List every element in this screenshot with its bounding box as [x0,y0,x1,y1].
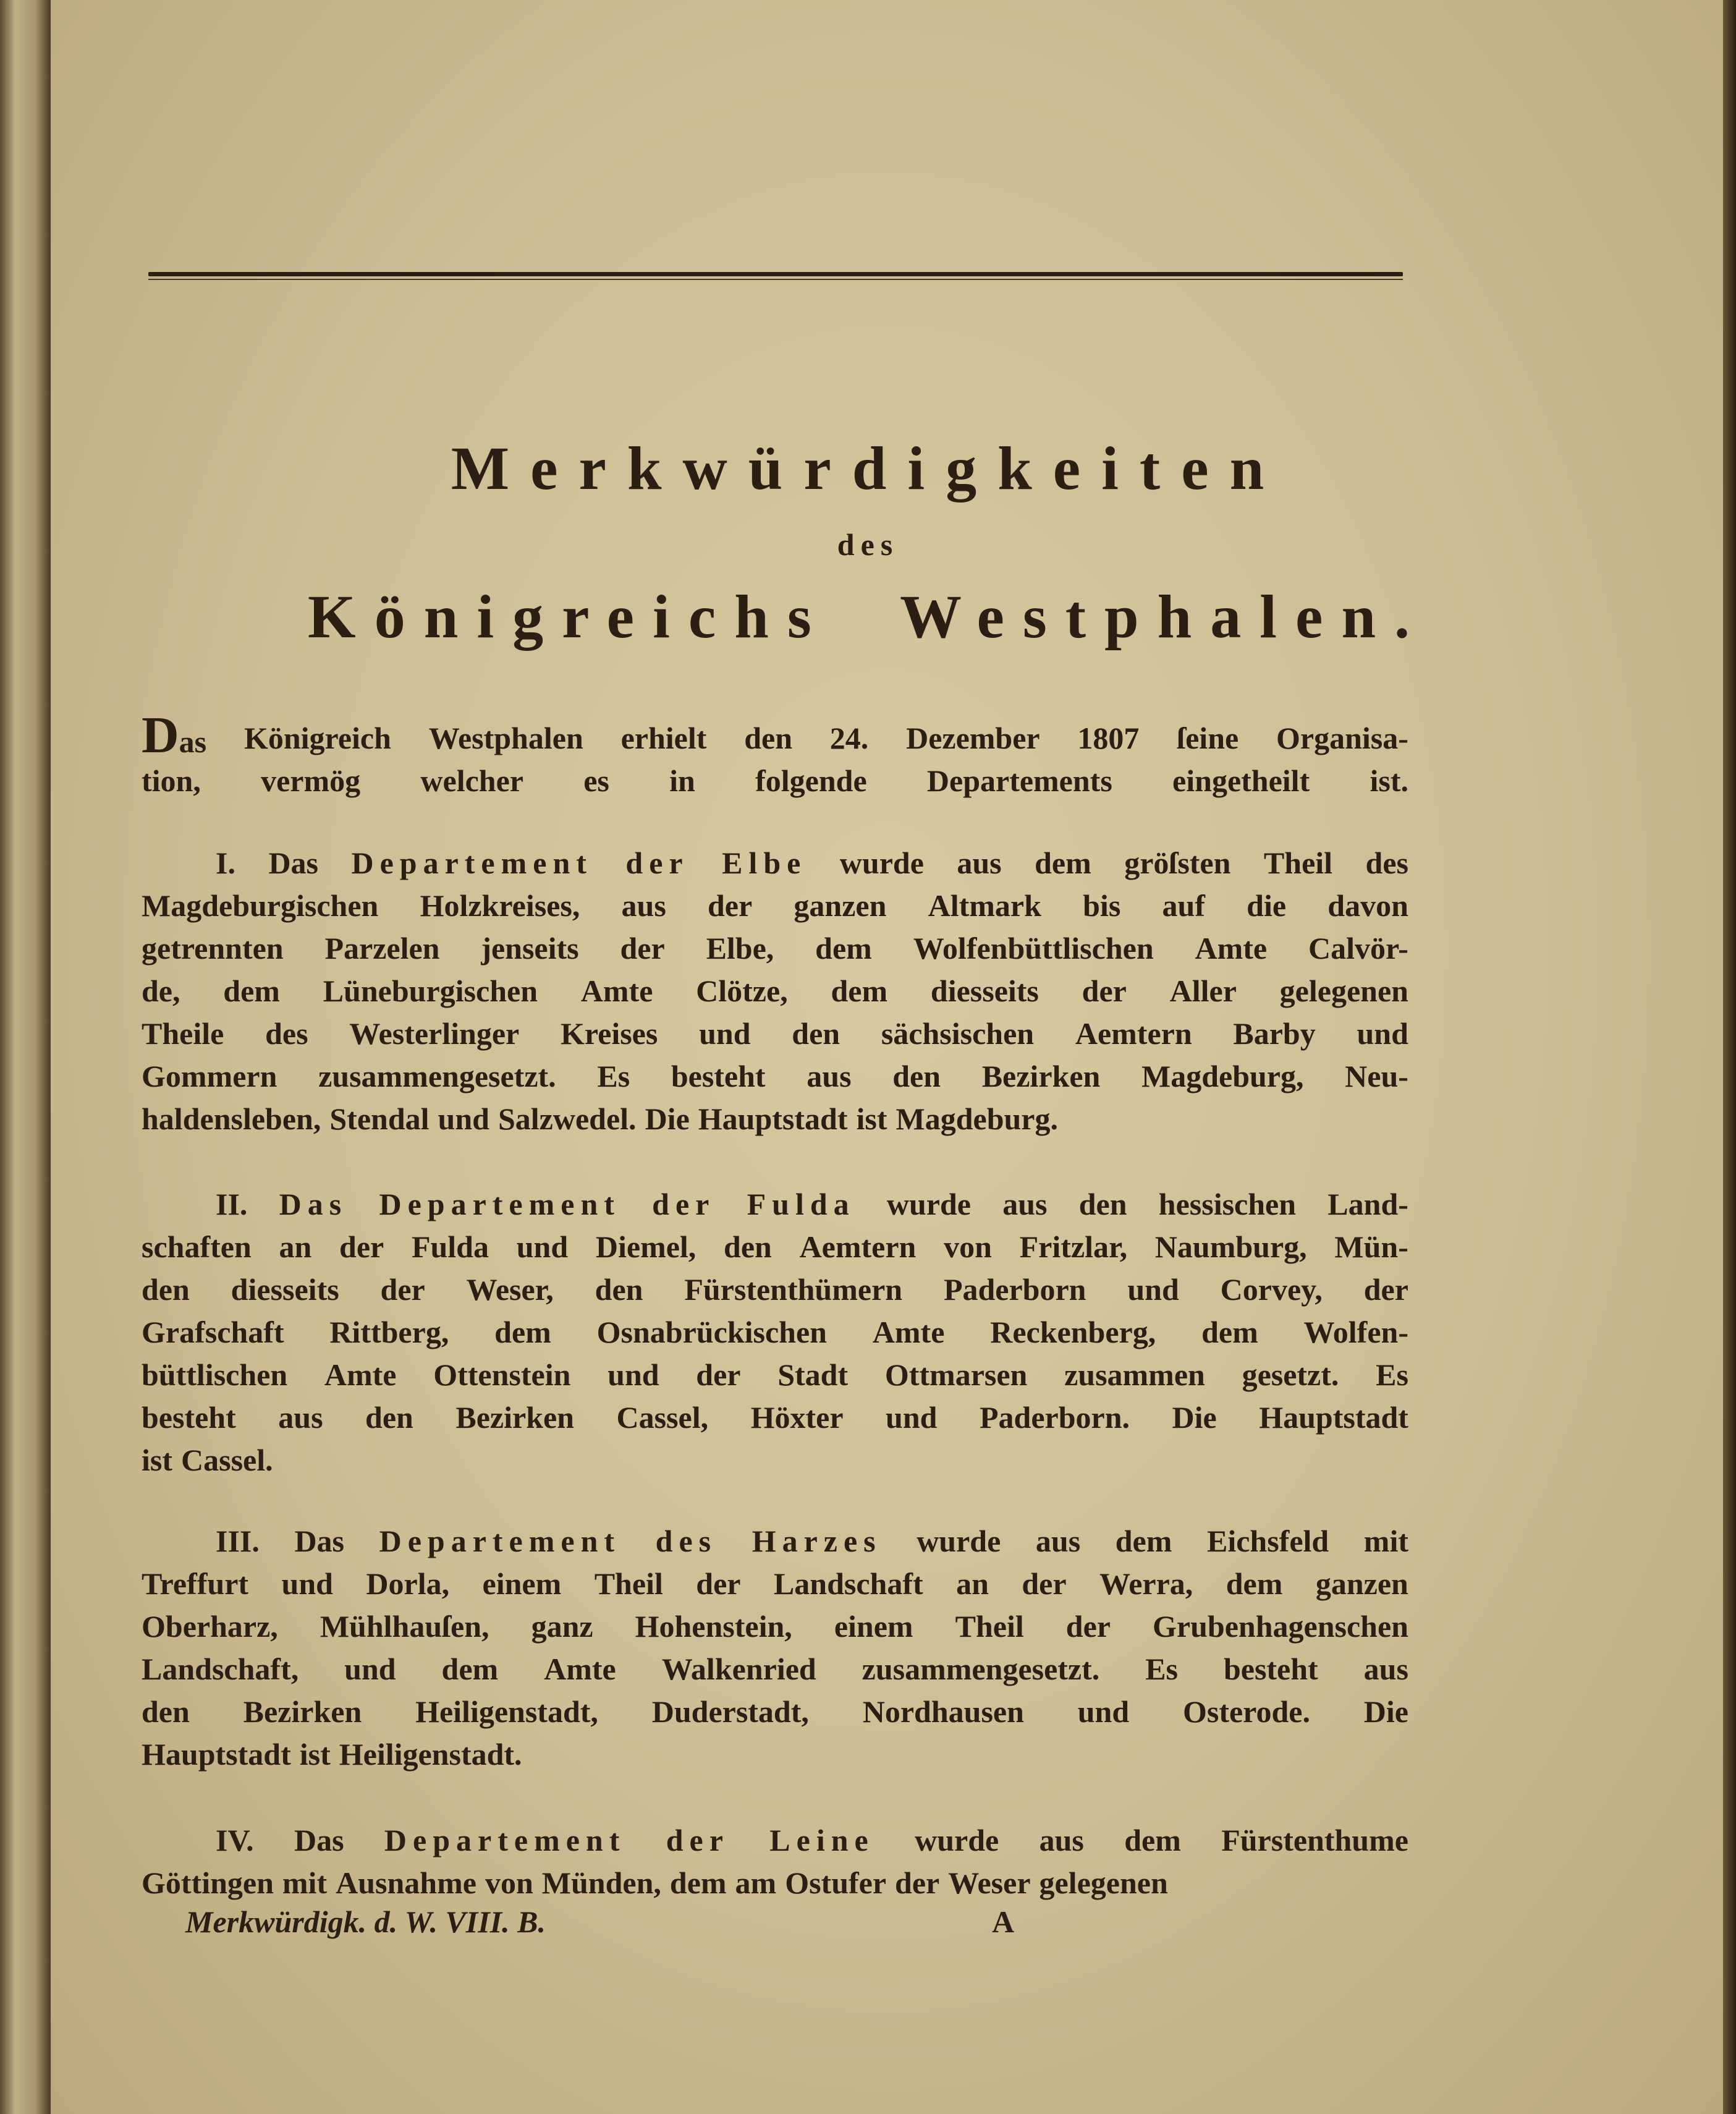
word: Es [1376,1357,1408,1392]
word: Ostufer [785,1866,887,1900]
header-rule [148,272,1403,276]
word: der [1065,1609,1111,1644]
word: jenseits [481,931,579,966]
word: Amte [580,974,653,1008]
word: Magdeburg, [1141,1059,1304,1093]
word: und [699,1016,751,1051]
word: Stendal [329,1102,430,1136]
text-line [142,1183,1408,1226]
word: diesseits [930,974,1039,1008]
word: den [892,1059,941,1093]
word: Cassel. [181,1443,273,1477]
text-line [142,1354,1408,1396]
department-name-word: der [666,1823,729,1857]
text-line [142,1605,1408,1648]
word: den [792,1016,840,1051]
word: den [744,721,792,755]
page-subtitle: Königreichs Westphalen. [307,582,1429,651]
word: Osterode. [1182,1694,1310,1729]
word: Neu- [1345,1059,1408,1093]
word: zusammengesetzt. [318,1059,556,1093]
first-word [142,707,207,764]
word: dem [669,1866,727,1900]
word: getrennten [142,931,284,966]
word: den [142,1694,190,1729]
department-name-word: Das [279,1187,348,1221]
word: der [1363,1272,1408,1307]
word: aus [1035,1524,1081,1558]
word: vermög [261,763,361,798]
word: der [620,931,665,966]
word: aus [278,1400,323,1435]
word: einem [834,1609,913,1644]
word: aus [621,888,666,923]
text-line [142,1733,1408,1776]
intro-paragraph [142,707,1408,802]
department-name-word: der [625,846,689,880]
word: Magdeburg. [896,1102,1058,1136]
word: Altmark [928,888,1041,923]
word: der [1022,1566,1067,1601]
word: der [380,1272,425,1307]
word: büttlischen [142,1357,288,1392]
word: Theil [1263,846,1333,880]
word: wurde [917,1524,1001,1558]
word: Heiligenstadt, [415,1694,598,1729]
word: Mün- [1334,1229,1408,1264]
word: Parzelen [324,931,440,966]
text-line [142,1439,1408,1482]
word: auf [1162,888,1205,923]
word: Walkenried [661,1652,816,1686]
word: as [179,724,207,759]
word: am [735,1866,777,1900]
word: Oberharz, [142,1609,278,1644]
word: es [583,763,609,798]
word: 24. [829,721,869,755]
department-name-word: Harzes [752,1524,882,1558]
word: Grafschaft [142,1315,284,1349]
word: Lüneburgischen [323,974,538,1008]
text-line [142,1862,1408,1904]
word: der [339,1229,384,1264]
word: Das [294,1823,344,1857]
word: die [1247,888,1287,923]
word: dem [1226,1566,1283,1601]
word: gelegenen [1039,1866,1168,1900]
word: Fulda [411,1229,489,1264]
text-line [142,1396,1408,1439]
word: eingetheilt [1172,763,1310,798]
word: Barby [1233,1016,1316,1051]
word: Fürstenthümern [684,1272,903,1307]
word: Stadt [777,1357,849,1392]
word: Amte [324,1357,397,1392]
word: den [365,1400,413,1435]
word: und [608,1357,659,1392]
word: und [516,1229,569,1264]
word: sächsischen [881,1016,1035,1051]
word: Mühlhauſen, [320,1609,489,1644]
text-line [142,1819,1408,1862]
word: und [1127,1272,1179,1307]
word: Diemel, [595,1229,697,1264]
word: besteht [671,1059,766,1093]
word: der [895,1866,940,1900]
paragraph-fulda [142,1183,1408,1482]
word: Theil [594,1566,663,1601]
word: gelegenen [1279,974,1408,1008]
signature-mark: A [992,1904,1015,1939]
word: Salzwedel. [498,1102,637,1136]
word: Westphalen [428,721,583,755]
word: Departements [926,763,1112,798]
word: gesetzt. [1242,1357,1339,1392]
department-name-word: Departement [351,846,593,880]
word: Naumburg, [1154,1229,1307,1264]
department-name-word: Elbe [722,846,807,880]
word: Organisa- [1276,721,1408,755]
word: erhielt [620,721,707,755]
word: besteht [1223,1652,1318,1686]
word: wurde [886,1187,971,1221]
word: Bezirken [981,1059,1101,1093]
word: Hauptstadt [698,1102,848,1136]
department-name-word: Fulda [747,1187,855,1221]
word: Aemtern [1075,1016,1192,1051]
word: mit [282,1866,328,1900]
word: Landschaft, [142,1652,299,1686]
text-line [142,842,1408,885]
word: Theile [142,1016,224,1051]
word: und [281,1566,333,1601]
word: Wolfen- [1303,1315,1408,1349]
word: und [438,1102,489,1136]
word: an [956,1566,989,1601]
word: Amte [1195,931,1268,966]
word: zusammengesetzt. [862,1652,1100,1686]
signature-line: Merkwürdigk. d. W. VIII. B. [185,1904,546,1939]
word: wurde [839,846,924,880]
page-title: Merkwürdigkeiten [451,434,1285,503]
word: aus [1363,1652,1408,1686]
word: dem [494,1315,551,1349]
word: Die [1172,1400,1217,1435]
department-name-word: der [652,1187,716,1221]
word: zusammen [1064,1357,1205,1392]
word: II. [216,1187,248,1221]
word: Weser, [466,1272,554,1307]
word: dem [1201,1315,1258,1349]
word: Amte [544,1652,616,1686]
text-line [142,927,1408,970]
word: Die [645,1102,690,1136]
department-name-word: Departement [379,1187,620,1221]
word: Eichsfeld [1206,1524,1329,1558]
word: Treffurt [142,1566,249,1601]
word: Theil [955,1609,1024,1644]
word: Magdeburgischen [142,888,379,923]
word: dem [1115,1524,1172,1558]
text-line [142,760,1408,802]
department-name-word: Leine [769,1823,874,1857]
word: an [279,1229,312,1264]
word: Bezirken [455,1400,574,1435]
text-line [142,1311,1408,1354]
word: Westerlinger [349,1016,520,1051]
word: von [485,1866,533,1900]
word: Dezember [906,721,1040,755]
word: dem [441,1652,499,1686]
word: Dorla, [366,1566,450,1601]
text-line [142,1648,1408,1691]
word: Königreich [243,721,391,755]
paragraph-harz [142,1520,1408,1776]
word: der [1082,974,1127,1008]
word: Landschaft [773,1566,923,1601]
word: den [595,1272,643,1307]
header-rule-thin [148,279,1403,280]
word: Heiligenstadt. [339,1737,522,1772]
word: IV. [216,1823,254,1857]
word: Fritzlar, [1019,1229,1128,1264]
word: und [1357,1016,1408,1051]
word: einem [482,1566,562,1601]
word: Land- [1327,1187,1408,1221]
word: Aller [1169,974,1237,1008]
word: wurde [915,1823,999,1857]
word: den [724,1229,772,1264]
word: Grubenhagenschen [1153,1609,1408,1644]
word: Hauptstadt [142,1737,291,1772]
word: dem [815,931,872,966]
word: Die [1363,1694,1408,1729]
word: von [944,1229,992,1264]
word: Hohenstein, [635,1609,792,1644]
word: den [142,1272,190,1307]
word: III. [216,1524,260,1558]
text-line [142,707,1408,764]
word: und [886,1400,938,1435]
word: folgende [755,763,867,798]
word: ist [856,1102,887,1136]
word: Göttingen [142,1866,274,1900]
word: und [344,1652,396,1686]
word: mit [1363,1524,1408,1558]
word: der [696,1357,741,1392]
word: aus [957,846,1002,880]
word: Rittberg, [329,1315,449,1349]
text-line [142,1098,1408,1140]
text-line [142,970,1408,1012]
word: Es [597,1059,630,1093]
word: Calvör- [1308,931,1408,966]
word: Nordhausen [862,1694,1024,1729]
word: Wolfenbüttlischen [913,931,1154,966]
word: Holzkreises, [420,888,580,923]
word: Paderborn [943,1272,1086,1307]
word: tion, [142,763,201,798]
word: dem [223,974,280,1008]
text-line [142,1563,1408,1605]
left-page-edge [0,0,51,2114]
word: dem [1035,846,1091,880]
word: aus [1039,1823,1084,1857]
word: Ottenstein [433,1357,571,1392]
word: de, [142,974,180,1008]
department-name-word: Departement [379,1524,621,1558]
word: Kreises [560,1016,658,1051]
text-line [142,1691,1408,1733]
word: ganz [531,1609,593,1644]
text-line [142,885,1408,927]
title-connector: des [837,527,899,562]
word: Bezirken [243,1694,362,1729]
word: diesseits [231,1272,339,1307]
word: dem [1124,1823,1181,1857]
text-line [142,1226,1408,1268]
word: Werra, [1099,1566,1193,1601]
paragraph-elbe [142,842,1408,1140]
word: 1807 [1077,721,1140,755]
word: Corvey, [1220,1272,1323,1307]
word: I. [216,846,235,880]
word: Fürstenthume [1221,1823,1408,1857]
word: Ottmarsen [884,1357,1028,1392]
word: des [265,1016,308,1051]
department-name-word: Departement [384,1823,626,1857]
word: Höxter [750,1400,844,1435]
word: in [669,763,695,798]
word: Elbe, [706,931,774,966]
word: Ausnahme [336,1866,476,1900]
word: Reckenberg, [990,1315,1156,1349]
word: aus [807,1059,852,1093]
word: ist. [1370,763,1408,798]
word: ſeine [1177,721,1239,755]
word: Osnabrückischen [596,1315,827,1349]
word: Clötze, [696,974,788,1008]
word: davon [1327,888,1408,923]
word: ist [142,1443,172,1477]
word: bis [1083,888,1121,923]
word: der [696,1566,741,1601]
right-page-edge [1723,0,1736,2114]
word: schaften [142,1229,252,1264]
word: des [1365,846,1408,880]
text-line [142,1012,1408,1055]
word: und [1077,1694,1130,1729]
department-name-word: des [655,1524,718,1558]
word: besteht [142,1400,236,1435]
word: ganzen [1315,1566,1408,1601]
initial-capital: D [142,707,179,764]
paragraph-leine [142,1819,1408,1904]
text-line [142,1520,1408,1563]
word: Münden, [541,1866,661,1900]
word: Hauptstadt [1259,1400,1408,1435]
word: Amte [872,1315,945,1349]
word: Paderborn. [979,1400,1130,1435]
word: gröſsten [1124,846,1231,880]
word: den [1078,1187,1127,1221]
word: aus [1002,1187,1048,1221]
word: der [708,888,753,923]
word: hessischen [1158,1187,1297,1221]
word: haldensleben, [142,1102,321,1136]
word: welcher [420,763,523,798]
word: Duderstadt, [651,1694,809,1729]
word: dem [831,974,888,1008]
word: Aemtern [799,1229,917,1264]
word: ganzen [794,888,887,923]
word: Gommern [142,1059,277,1093]
word: Cassel, [616,1400,709,1435]
word: ist [299,1737,331,1772]
text-line [142,1268,1408,1311]
word: Weser [948,1866,1031,1900]
word: Es [1145,1652,1179,1686]
word: Das [294,1524,345,1558]
word: Das [268,846,319,880]
text-line [142,1055,1408,1098]
